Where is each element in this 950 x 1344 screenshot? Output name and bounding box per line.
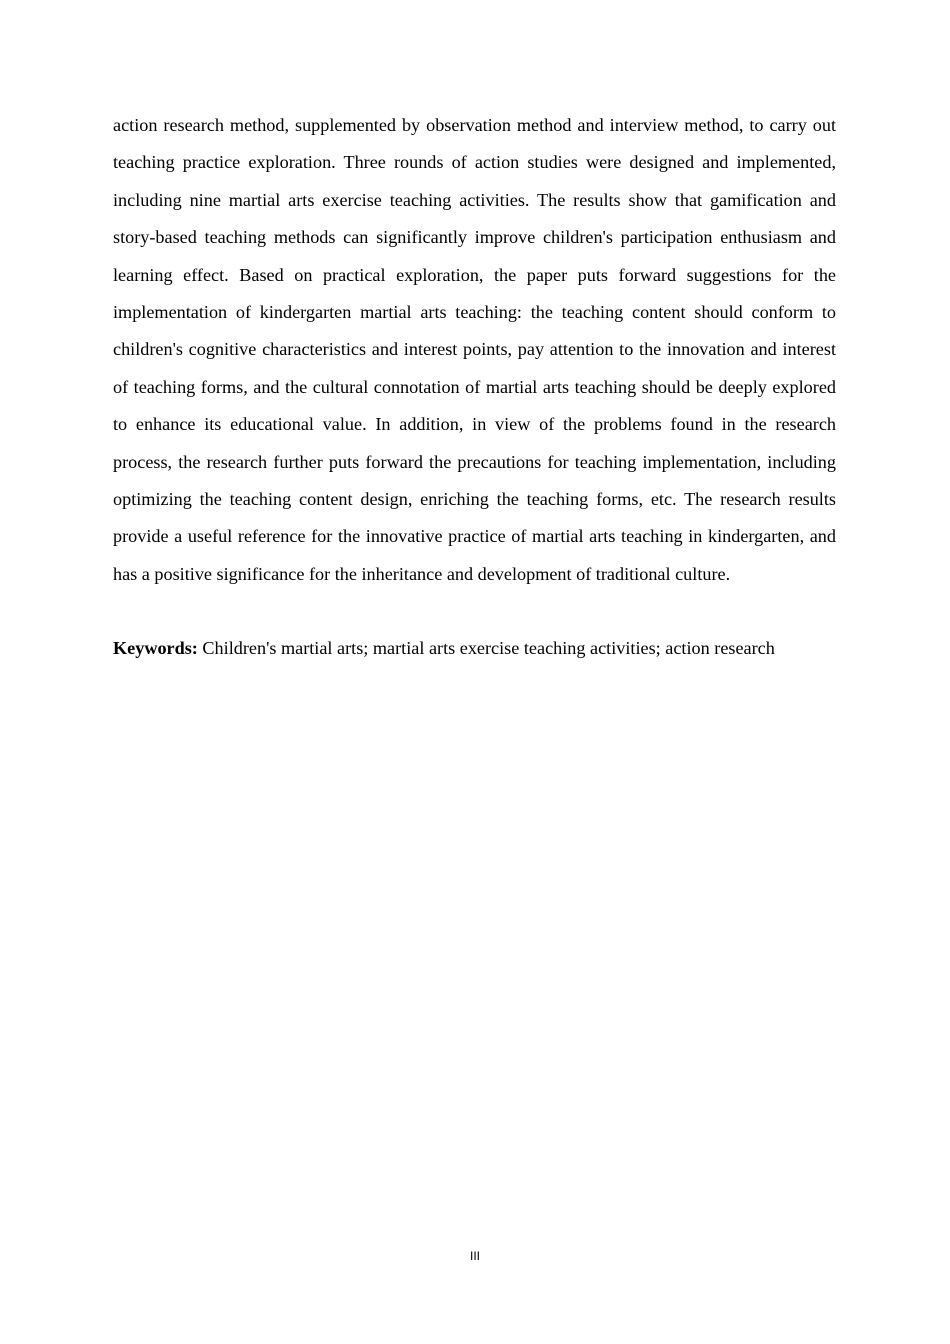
page-number: III <box>469 1249 480 1263</box>
keywords-line <box>113 635 836 661</box>
keywords-text: Children's martial arts; martial arts exercise teaching activities; action research <box>202 638 775 658</box>
abstract-paragraph: action research method, supplemented by observation method and interview method, to carry out teaching practice exploration. Three rounds of action studies were designed and implemented, including nine martial arts exercise teaching activities. The results show that gamification and story-based teaching methods can significantly improve children's participation enthusiasm and learning effect. Based on practical exploration, the paper puts forward suggestions for the implementation of kindergarten martial arts teaching: the teaching content should conform to children's cognitive characteristics and interest points, pay attention to the innovation and interest of teaching forms, and the cultural connotation of martial arts teaching should be deeply explored to enhance its educational value. In addition, in view of the problems found in the research process, the research further puts forward the precautions for teaching implementation, including optimizing the teaching content design, enriching the teaching forms, etc. The research results provide a useful reference for the innovative practice of martial arts teaching in kindergarten, and has a positive significance for the inheritance and development of traditional culture. <box>113 115 836 584</box>
keywords-label: Keywords: <box>113 638 198 658</box>
